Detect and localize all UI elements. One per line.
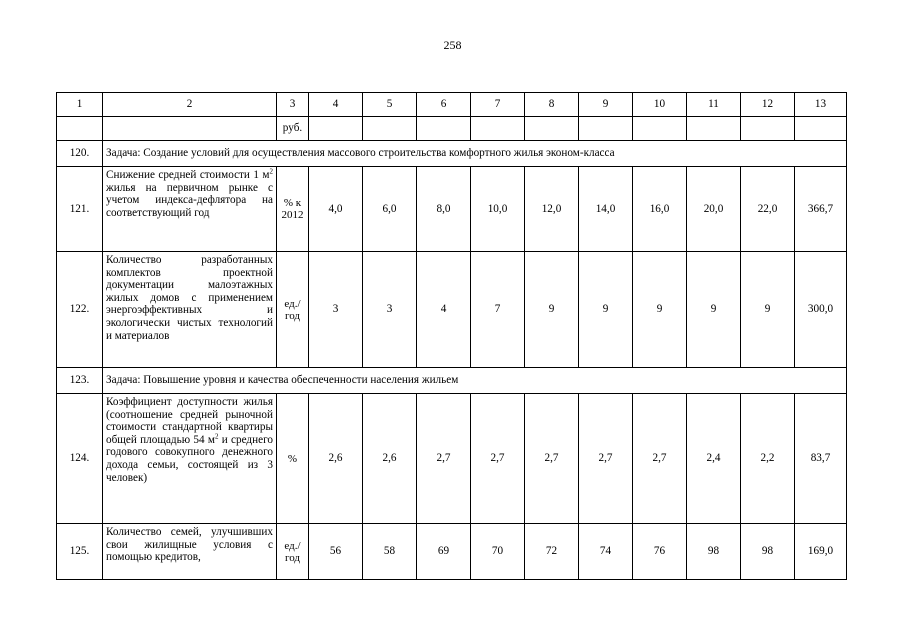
value-cell: 3 — [309, 252, 363, 368]
header-cell: 8 — [525, 93, 579, 117]
indicator-description — [103, 167, 277, 252]
value-cell: 98 — [687, 524, 741, 580]
value-cell: 20,0 — [687, 167, 741, 252]
header-cell: 9 — [579, 93, 633, 117]
value-cell: 2,6 — [363, 394, 417, 524]
header-cell: 2 — [103, 93, 277, 117]
row-number: 121. — [57, 167, 103, 252]
task-row-120 — [57, 141, 847, 167]
value-cell: 9 — [741, 252, 795, 368]
value-cell: 14,0 — [579, 167, 633, 252]
value-cell: 9 — [633, 252, 687, 368]
header-row — [57, 93, 847, 117]
value-cell: 70 — [471, 524, 525, 580]
value-cell: 2,7 — [471, 394, 525, 524]
value-cell: 69 — [417, 524, 471, 580]
description-text: Коэффициент доступности жилья (соотношение средней рыночной стоимости стандартной квартиры общей площадью 54 м — [106, 396, 273, 446]
value-cell: 2,7 — [417, 394, 471, 524]
unit-cell — [103, 117, 277, 141]
value-cell: 72 — [525, 524, 579, 580]
row-number: 122. — [57, 252, 103, 368]
unit-cell — [363, 117, 417, 141]
value-cell: 3 — [363, 252, 417, 368]
unit-cell — [309, 117, 363, 141]
value-cell: 76 — [633, 524, 687, 580]
value-cell: 4,0 — [309, 167, 363, 252]
value-cell: 2,7 — [633, 394, 687, 524]
value-cell: 2,4 — [687, 394, 741, 524]
row-number: 125. — [57, 524, 103, 580]
table-row-125 — [57, 524, 847, 580]
value-cell: 6,0 — [363, 167, 417, 252]
value-cell: 169,0 — [795, 524, 847, 580]
value-cell: 83,7 — [795, 394, 847, 524]
header-cell: 12 — [741, 93, 795, 117]
unit-cell: % к 2012 — [277, 167, 309, 252]
header-cell: 6 — [417, 93, 471, 117]
superscript: 2 — [269, 167, 273, 176]
header-cell: 11 — [687, 93, 741, 117]
value-cell: 12,0 — [525, 167, 579, 252]
unit-cell — [795, 117, 847, 141]
description-text: жилья на первичном рынке с учетом индекса-дефлятора на соответствующий год — [106, 181, 273, 219]
unit-cell: ед./год — [277, 252, 309, 368]
task-text: Задача: Повышение уровня и качества обеспеченности населения жильем — [103, 368, 847, 394]
value-cell: 300,0 — [795, 252, 847, 368]
value-cell: 2,2 — [741, 394, 795, 524]
unit-cell — [633, 117, 687, 141]
unit-cell — [471, 117, 525, 141]
table-row-121 — [57, 167, 847, 252]
superscript: 2 — [214, 432, 219, 441]
unit-cell: ед./год — [277, 524, 309, 580]
header-cell: 1 — [57, 93, 103, 117]
unit-cell — [417, 117, 471, 141]
value-cell: 22,0 — [741, 167, 795, 252]
header-cell: 3 — [277, 93, 309, 117]
task-row-123 — [57, 368, 847, 394]
indicators-table — [56, 92, 847, 580]
header-cell: 5 — [363, 93, 417, 117]
unit-cell: руб. — [277, 117, 309, 141]
value-cell: 10,0 — [471, 167, 525, 252]
header-cell: 10 — [633, 93, 687, 117]
row-number: 124. — [57, 394, 103, 524]
unit-cell — [741, 117, 795, 141]
row-number: 120. — [57, 141, 103, 167]
unit-cell: % — [277, 394, 309, 524]
header-cell: 4 — [309, 93, 363, 117]
description-text: Снижение средней стоимости 1 м — [106, 169, 270, 181]
value-cell: 2,7 — [525, 394, 579, 524]
value-cell: 4 — [417, 252, 471, 368]
unit-cell — [579, 117, 633, 141]
value-cell: 16,0 — [633, 167, 687, 252]
header-cell: 7 — [471, 93, 525, 117]
value-cell: 58 — [363, 524, 417, 580]
task-text: Задача: Создание условий для осуществления массового строительства комфортного жилья эконом-класса — [103, 141, 847, 167]
value-cell: 366,7 — [795, 167, 847, 252]
value-cell: 2,6 — [309, 394, 363, 524]
unit-cell — [525, 117, 579, 141]
header-cell: 13 — [795, 93, 847, 117]
table-row-124 — [57, 394, 847, 524]
value-cell: 7 — [471, 252, 525, 368]
value-cell: 74 — [579, 524, 633, 580]
unit-cell — [687, 117, 741, 141]
value-cell: 8,0 — [417, 167, 471, 252]
value-cell: 9 — [525, 252, 579, 368]
value-cell: 56 — [309, 524, 363, 580]
value-cell: 9 — [579, 252, 633, 368]
indicator-description: Количество разработанных комплектов проектной документации малоэтажных жилых домов с применением энергоэффективных и экологически чистых технологий и материалов — [103, 252, 277, 368]
value-cell: 9 — [687, 252, 741, 368]
unit-cell — [57, 117, 103, 141]
value-cell: 98 — [741, 524, 795, 580]
table-row-122 — [57, 252, 847, 368]
description-text: и среднего годового совокупного денежного дохода семьи, состоящей из 3 человек) — [106, 433, 273, 484]
unit-row — [57, 117, 847, 141]
row-number: 123. — [57, 368, 103, 394]
indicator-description — [103, 394, 277, 524]
indicator-description: Количество семей, улучшивших свои жилищные условия с помощью кредитов, — [103, 524, 277, 580]
value-cell: 2,7 — [579, 394, 633, 524]
page-number: 258 — [443, 38, 462, 52]
